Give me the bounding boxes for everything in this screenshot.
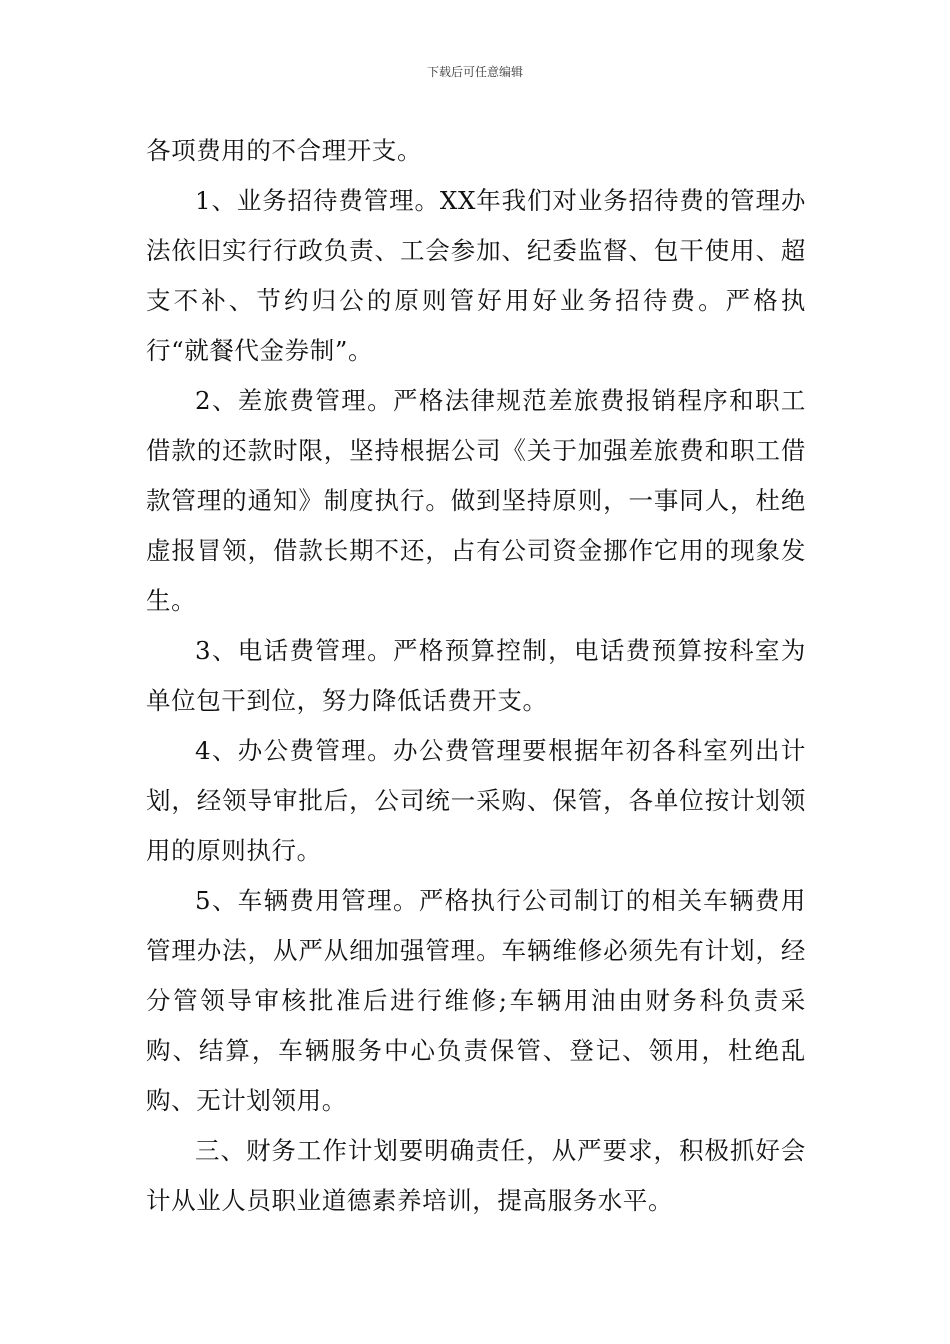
paragraph-continuation: 各项费用的不合理开支。 [146, 136, 423, 165]
document-body [146, 126, 806, 1226]
paragraph-vehicle-expenses: 5、车辆费用管理。严格执行公司制订的相关车辆费用管理办法，从严从细加强管理。车辆维修必须先有计划，经分管领导审核批准后进行维修;车辆用油由财务科负责采购、结算，车辆服务中心负责保管、登记、领用，杜绝乱购、无计划领用。 [146, 886, 806, 1115]
paragraph-entertainment-expenses: 1、业务招待费管理。XX年我们对业务招待费的管理办法依旧实行行政负责、工会参加、纪委监督、包干使用、超支不补、节约归公的原则管好用好业务招待费。严格执行“就餐代金券制”。 [146, 186, 806, 365]
paragraph-section-three: 三、财务工作计划要明确责任，从严要求，积极抓好会计从业人员职业道德素养培训，提高服务水平。 [146, 1136, 806, 1215]
paragraph-travel-expenses: 2、差旅费管理。严格法律规范差旅费报销程序和职工借款的还款时限，坚持根据公司《关于加强差旅费和职工借款管理的通知》制度执行。做到坚持原则，一事同人，杜绝虚报冒领，借款长期不还，占有公司资金挪作它用的现象发生。 [146, 386, 806, 615]
paragraph-telephone-expenses: 3、电话费管理。严格预算控制，电话费预算按科室为单位包干到位，努力降低话费开支。 [146, 636, 806, 715]
page-header: 下载后可任意编辑 [426, 65, 523, 79]
paragraph-office-expenses: 4、办公费管理。办公费管理要根据年初各科室列出计划，经领导审批后，公司统一采购、保管，各单位按计划领用的原则执行。 [146, 736, 806, 865]
